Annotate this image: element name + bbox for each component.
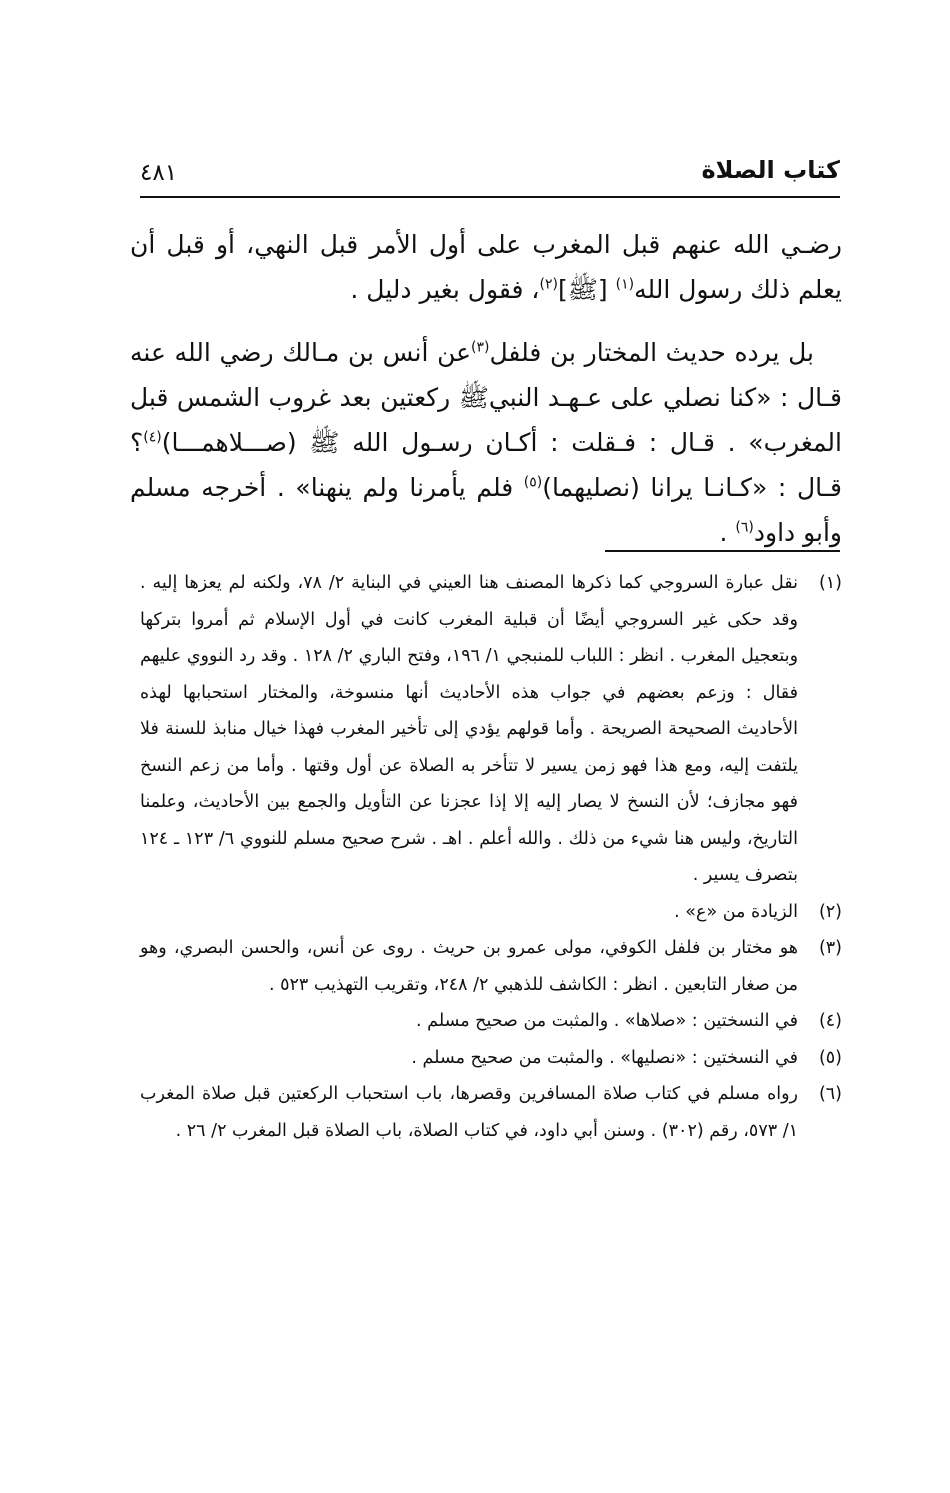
- main-paragraph-1: رضـي الله عنهم قبل المغرب على أول الأمر قبل النهي، أو قبل أن يعلم ذلك رسول الله$^{(١)}$ [ﷺ]$^{(٢)}$، فقول بغير دليل .: [130, 230, 842, 304]
- header-rule: [140, 196, 840, 198]
- footnote-number: (٦): [818, 1084, 842, 1104]
- footnote-text: الزيادة من «ع» .: [674, 901, 798, 922]
- footnote-ref-3: (٣): [471, 339, 490, 356]
- footnote-text: رواه مسلم في كتاب صلاة المسافرين وقصرها، باب استحباب الركعتين قبل صلاة المغرب ١/ ٥٧٣، رقم (٣٠٢) . وسنن أبي داود، في كتاب الصلاة، باب الصلاة قبل المغرب ٢/ ٢٦ .: [140, 1084, 798, 1141]
- footnote-number: (١): [818, 573, 842, 593]
- main-paragraph-2: بل يرده حديث المختار بن فلفل$^{(٣)}$عن أنس بن مـالك رضي الله عنه قـال : «كنا نصلي على عـهـد النبيﷺ ركعتين بعد غروب الشمس قبل المغرب» . قـال : فـقلت : أكـان رسـول الله ﷺ (صـــلاهمـــا)$^{(٤)}$؟ قـال : «كـانـا يرانا (نصليهما)$^{(٥)}$ فلم يأمرنا ولم ينهنا» . أخرجه مسلم وأبو داود$^{(٦)}$ .: [130, 338, 842, 547]
- chapter-title: كتاب الصلاة: [701, 156, 840, 184]
- footnotes: [140, 565, 842, 1149]
- footnote-3: [140, 930, 842, 1003]
- footnote-2: [140, 894, 842, 931]
- footnote-text: في النسختين : «نصليها» . والمثبت من صحيح مسلم .: [411, 1047, 798, 1068]
- footnote-ref-2: (٢): [539, 276, 558, 293]
- footnote-ref-6: (٦): [735, 519, 754, 536]
- footnote-text: في النسختين : «صلاها» . والمثبت من صحيح مسلم .: [416, 1011, 798, 1031]
- footnote-ref-4: (٤): [143, 429, 162, 446]
- footnote-separator: [605, 550, 840, 552]
- footnote-ref-5: (٥): [523, 474, 543, 491]
- page-header: [140, 152, 840, 198]
- footnote-ref-1: (١): [615, 276, 635, 293]
- footnote-number: (٢): [818, 901, 842, 922]
- main-text: [130, 222, 842, 555]
- footnote-text: هو مختار بن فلفل الكوفي، مولى عمرو بن حريث . روى عن أنس، والحسن البصري، وهو من صغار التابعين . انظر : الكاشف للذهبي ٢/ ٢٤٨، وتقريب التهذيب ٥٢٣ .: [140, 938, 798, 995]
- footnote-number: (٤): [818, 1011, 842, 1031]
- footnote-text: نقل عبارة السروجي كما ذكرها المصنف هنا العيني في البناية ٢/ ٧٨، ولكنه لم يعزها إليه . وقد حكى غير السروجي أيضًا أن قبلية المغرب كانت في أول الإسلام ثم أمروا بتركها وبتعجيل المغرب . انظر : اللباب للمنبجي ١/ ١٩٦، وفتح الباري ٢/ ١٢٨ . وقد رد النووي عليهم فقال : وزعم بعضهم في جواب هذه الأحاديث أنها منسوخة، والمختار استحبابها لهذه الأحاديث الصحيحة الصريحة . وأما قولهم يؤدي إلى تأخير المغرب فهذا خيال منابذ للسنة فلا يلتفت إليه، ومع هذا فهو زمن يسير لا تتأخر به الصلاة عن أول وقتها . وأما من زعم النسخ فهو مجازف؛ لأن النسخ لا يصار إليه إلا إذا عجزنا عن التأويل والجمع بين الأحاديث، وعلمنا التاريخ، وليس هنا شيء من ذلك . والله أعلم . اهـ . شرح صحيح مسلم للنووي ٦/ ١٢٣ ـ ١٢٤ بتصرف يسير .: [140, 573, 799, 885]
- footnote-6: [140, 1076, 842, 1149]
- footnote-number: (٣): [818, 938, 842, 958]
- footnote-1: [140, 565, 842, 894]
- page-number: ٤٨١: [140, 160, 178, 186]
- footnote-5: [140, 1040, 842, 1077]
- footnote-4: [140, 1003, 842, 1040]
- footnote-number: (٥): [818, 1047, 842, 1068]
